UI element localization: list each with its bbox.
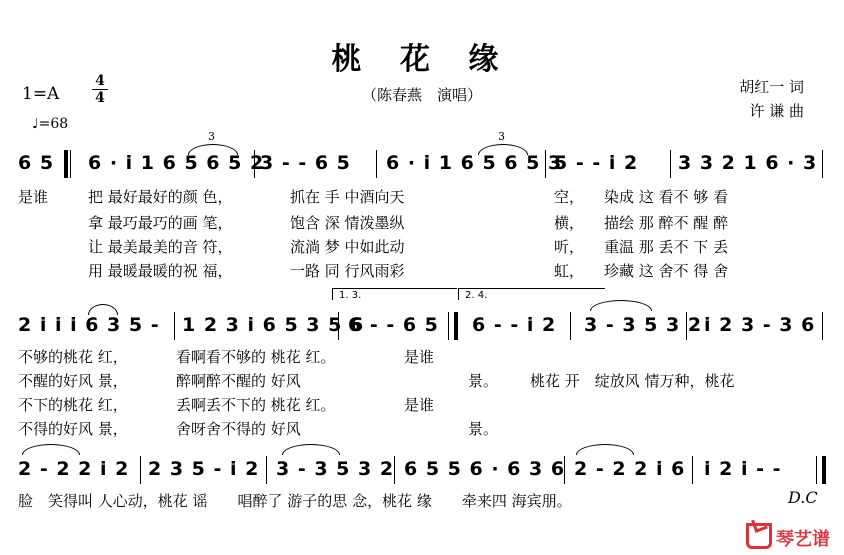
lyric-r1-v4-b: 一路 同 行风雨彩	[290, 262, 405, 280]
staff-row-1	[14, 152, 834, 182]
tie	[590, 300, 652, 311]
tie	[282, 444, 340, 455]
triplet-mark: 3	[208, 130, 215, 143]
measure-7: 1 2 3 i 6 5 3 5 6	[182, 314, 365, 336]
barline	[338, 312, 339, 340]
measure-11: i 2 3 - 3 6	[704, 314, 816, 336]
volta-2: 2. 4.	[458, 288, 605, 300]
measure-1: 6 · i 1 6 5 6 5 2	[88, 152, 265, 174]
key-signature: 1=A	[22, 84, 60, 104]
repeat-start-barline	[64, 150, 68, 178]
lyric-r2-v2-d: 景。	[468, 372, 499, 390]
barline	[564, 456, 565, 484]
staff-row-2	[14, 314, 834, 344]
lyric-r2-v2-e: 桃花 开 绽放风 情万种，桃花	[530, 372, 735, 390]
lyric-r1-v1-pickup: 是谁	[18, 188, 49, 206]
lyric-r2-v1-a: 不够的桃花 红，	[18, 348, 128, 366]
barline	[394, 456, 395, 484]
triplet-slur	[478, 144, 528, 155]
logo-icon	[746, 523, 772, 549]
measure-2: 3 - - 6 5	[260, 152, 351, 174]
barline	[692, 456, 693, 484]
time-signature-bottom: 4	[95, 90, 105, 106]
lyricist-credit: 胡红一 词	[739, 78, 804, 96]
lyric-r2-v1-b: 看啊看不够的 桃花 红。	[176, 348, 336, 366]
lyric-r1-v3-a: 让 最美最美的音 符，	[88, 238, 233, 256]
lyric-r2-v4-d: 景。	[468, 420, 499, 438]
tie	[22, 444, 80, 455]
measure-13: 2 3 5 - i 2	[148, 458, 260, 480]
triplet-slur	[188, 144, 238, 155]
barline	[822, 150, 823, 178]
repeat-end-thick-barline	[454, 312, 458, 340]
lyric-r1-v1-a: 把 最好最好的颜 色，	[88, 188, 233, 206]
lyric-r2-v3-b: 丢啊丢不下的 桃花 红。	[176, 396, 336, 414]
lyric-r1-v3-c: 听，	[554, 238, 585, 256]
barline	[570, 312, 571, 340]
barline	[174, 312, 175, 340]
lyric-r1-v3-b: 流淌 梦 中如此动	[290, 238, 405, 256]
tie	[576, 444, 634, 455]
measure-4: 5 - - i 2	[554, 152, 639, 174]
site-logo	[746, 523, 830, 551]
lyric-r2-v2-a: 不醒的好风 景，	[18, 372, 128, 390]
measure-3: 6 · i 1 6 5 6 5 3	[386, 152, 563, 174]
measure-10: 3 - 3 5 3 2	[584, 314, 703, 336]
final-barline-thin	[816, 456, 817, 484]
lyric-r1-v2-d: 描绘 那 醉不 醒 醉	[604, 214, 729, 232]
lyric-r1-v1-b: 抓在 手 中酒向天	[290, 188, 405, 206]
measure-6: 2 i i i 6 3 5 -	[18, 314, 160, 336]
measure-9: 6 - - i 2	[472, 314, 557, 336]
lyric-r1-v2-a: 拿 最巧最巧的画 笔，	[88, 214, 233, 232]
time-signature-top: 4	[95, 73, 105, 89]
triplet-mark: 3	[498, 130, 505, 143]
barline	[686, 312, 687, 340]
lyric-r3: 脸 笑得叫 人心动，桃花 谣 唱醉了 游子的思 念，桃花 缘 牵来四 海宾朋。	[18, 492, 572, 510]
barline	[254, 150, 255, 178]
lyric-r1-v2-c: 横，	[554, 214, 585, 232]
measure-pickup: 6 5	[18, 152, 55, 174]
lyric-r2-v4-b: 舍呀舍不得的 好风	[176, 420, 301, 438]
measure-15: 6 5 5 6 · 6 3 6	[404, 458, 566, 480]
composer-credit: 许 谦 曲	[749, 102, 804, 120]
lyric-r2-v3-c: 是谁	[404, 396, 435, 414]
lyric-r1-v2-b: 饱含 深 情泼墨纵	[290, 214, 405, 232]
barline	[140, 456, 141, 484]
tempo-marking: ♩=68	[32, 116, 69, 132]
barline	[70, 150, 71, 178]
barline	[376, 150, 377, 178]
measure-5: 3 3 2 1 6 · 3	[678, 152, 818, 174]
lyric-r2-v3-a: 不下的桃花 红，	[18, 396, 128, 414]
barline	[670, 150, 671, 178]
measure-14: 3 - 3 5 3 2	[276, 458, 395, 480]
slur	[88, 304, 118, 315]
lyric-r1-v1-d: 染成 这 看不 够 看	[604, 188, 729, 206]
song-title: 桃 花 缘	[331, 42, 513, 77]
lyric-r1-v4-c: 虹，	[554, 262, 585, 280]
singer-credit: （陈春燕 演唱）	[361, 86, 482, 104]
measure-8: 6 - - 6 5	[348, 314, 439, 336]
barline	[545, 150, 546, 178]
barline	[822, 312, 823, 340]
lyric-r2-v2-b: 醉啊醉不醒的 好风	[176, 372, 301, 390]
measure-12: 2 - 2 2 i 2	[18, 458, 130, 480]
dc-marking: D.C	[788, 488, 818, 507]
lyric-r1-v1-c: 空，	[554, 188, 585, 206]
lyric-r2-v4-a: 不得的好风 景，	[18, 420, 128, 438]
time-signature	[92, 74, 108, 105]
final-barline-thick	[822, 456, 826, 484]
volta-1: 1. 3.	[332, 288, 457, 300]
lyric-r2-v1-c: 是谁	[404, 348, 435, 366]
staff-row-3	[14, 458, 834, 488]
lyric-r1-v4-a: 用 最暖最暖的祝 福，	[88, 262, 233, 280]
lyric-r1-v3-d: 重温 那 丢不 下 丢	[604, 238, 729, 256]
lyric-r1-v4-d: 珍藏 这 舍不 得 舍	[604, 262, 729, 280]
barline	[266, 456, 267, 484]
measure-17: i 2 i - -	[704, 458, 782, 480]
logo-text: 琴艺谱	[776, 529, 830, 550]
repeat-end-barline	[448, 312, 449, 340]
measure-16: 2 - 2 2 i 6	[574, 458, 686, 480]
